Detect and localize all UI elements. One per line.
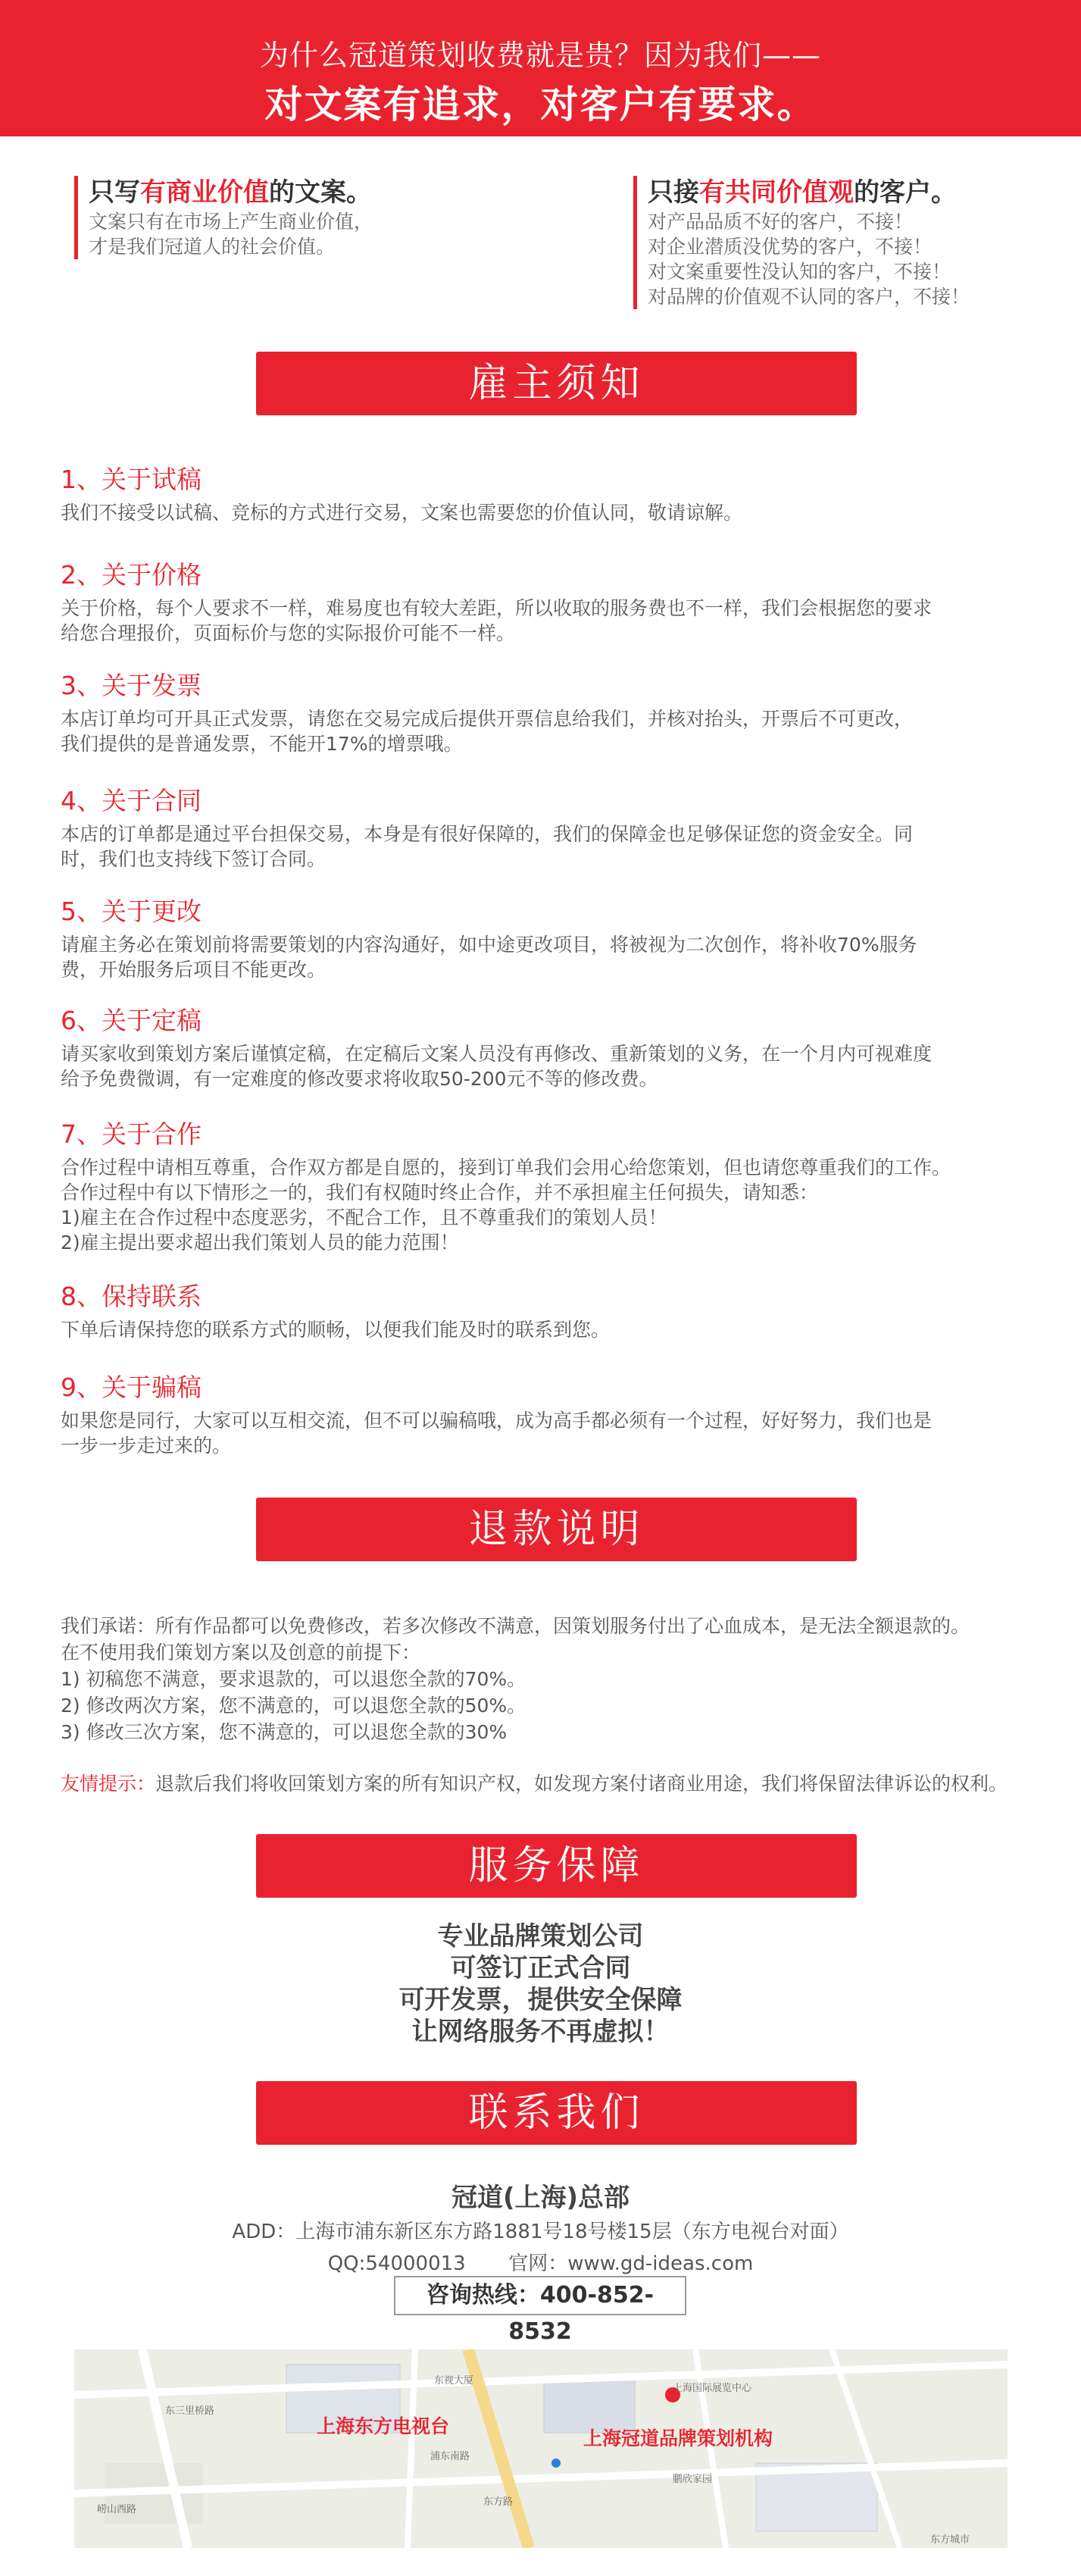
notice-item-title: 3、关于发票	[61, 671, 202, 700]
intro-left-line: 文案只有在市场上产生商业价值，	[89, 211, 373, 233]
map-small-label: 浦东南路	[430, 2451, 470, 2462]
refund-tip-label: 友情提示：	[61, 1773, 156, 1795]
intro-right-line: 对产品品质不好的客户，不接！	[648, 211, 914, 233]
intro-right-line: 对文案重要性没认知的客户，不接！	[648, 261, 951, 283]
map-label-agency: 上海冠道品牌策划机构	[583, 2427, 773, 2449]
service-list	[0, 1920, 1081, 2048]
top-header-banner	[0, 0, 1081, 136]
intro-left-line: 才是我们冠道人的社会价值。	[89, 236, 336, 258]
location-map[interactable]	[74, 2349, 1008, 2548]
notice-item	[61, 1281, 1030, 1342]
refund-tip	[61, 1770, 1038, 1797]
map-small-label: 鹏欣家园	[673, 2474, 713, 2485]
service-line: 让网络服务不再虚拟！	[411, 2017, 670, 2047]
notice-item-title: 8、保持联系	[61, 1282, 202, 1311]
section-banner-service: 服务保障	[256, 1834, 857, 1898]
intro-right-line: 对企业潜质没优势的客户，不接！	[648, 236, 933, 258]
notice-item-text: 本店的订单都是通过平台担保交易，本身是有很好保障的，我们的保障金也足够保证您的资金安全。同 时，我们也支持线下签订合同。	[61, 823, 914, 870]
section-banner-refund: 退款说明	[256, 1498, 857, 1561]
notice-item-text: 我们不接受以试稿、竞标的方式进行交易，文案也需要您的价值认同，敬请谅解。	[61, 502, 743, 524]
intro-left	[74, 176, 373, 259]
map-small-label: 东方城市	[930, 2534, 970, 2546]
service-line: 专业品牌策划公司	[437, 1921, 644, 1952]
intro-right-line: 对品牌的价值观不认同的客户，不接！	[648, 286, 970, 308]
refund-line: 我们承诺：所有作品都可以免费修改，若多次修改不满意，因策划服务付出了心血成本，是无法全额退款的。	[61, 1615, 970, 1637]
section-banner-notice: 雇主须知	[256, 352, 857, 415]
notice-item-text: 下单后请保持您的联系方式的顺畅，以便我们能及时的联系到您。	[61, 1319, 611, 1341]
notice-item-text: 请买家收到策划方案后谨慎定稿，在定稿后文案人员没有再修改、重新策划的义务，在一个月内可视难度 给予免费微调，有一定难度的修改要求将收取50-200元不等的修改费。	[61, 1043, 933, 1090]
notice-item-title: 4、关于合同	[61, 786, 202, 815]
refund-tip-text: 退款后我们将收回策划方案的所有知识产权，如发现方案付诸商业用途，我们将保留法律诉讼的权利。	[155, 1773, 1008, 1795]
notice-item	[61, 785, 1030, 872]
notice-item-text: 合作过程中请相互尊重，合作双方都是自愿的，接到订单我们会用心给您策划，但也请您尊重我们的工作。 合作过程中有以下情形之一的，我们有权随时终止合作，并不承担雇主任何损失，请知悉： 1)雇主在合作过程中态度恶劣，不配合工作，且不尊重我们的策划人员！ 2)雇主提出要求超出我们策划人员的能力范围！	[61, 1157, 951, 1254]
service-line: 可签订正式合同	[450, 1953, 631, 1983]
notice-item	[61, 559, 1030, 646]
map-small-label: 上海国际展览中心	[673, 2383, 752, 2394]
header-title: 对文案有追求，对客户有要求。	[264, 83, 817, 127]
intro-right	[633, 176, 970, 309]
notice-item-title: 9、关于骗稿	[61, 1373, 202, 1402]
refund-line: 在不使用我们策划方案以及创意的前提下：	[61, 1642, 421, 1664]
contact-qq-site	[0, 2248, 1081, 2276]
refund-lines	[61, 1613, 1045, 1745]
contact-qq: QQ:54000013	[327, 2252, 466, 2275]
section-banner-contact: 联系我们	[256, 2081, 857, 2145]
refund-line: 1) 初稿您不满意，要求退款的，可以退您全款的70%。	[61, 1668, 526, 1690]
map-small-label: 东视大厦	[434, 2375, 474, 2387]
notice-item-title: 6、关于定稿	[61, 1006, 202, 1035]
notice-item	[61, 464, 1030, 525]
notice-item	[61, 1372, 1030, 1458]
notice-item	[61, 670, 1030, 756]
notice-item-text: 本店订单均可开具正式发票，请您在交易完成后提供开票信息给我们，并核对抬头，开票后不可更改， 我们提供的是普通发票，不能开17%的增票哦。	[61, 708, 914, 755]
map-small-label: 东三里桥路	[165, 2405, 215, 2417]
contact-address: ADD：上海市浦东新区东方路1881号18号楼15层（东方电视台对面）	[232, 2221, 849, 2243]
intro-right-title: 只接有共同价值观的客户。	[648, 177, 957, 208]
service-line: 可开发票，提供安全保障	[398, 1985, 683, 2015]
notice-item-text: 如果您是同行，大家可以互相交流，但不可以骗稿哦，成为高手都必须有一个过程，好好努力，我们也是 一步一步走过来的。	[61, 1410, 933, 1457]
notice-item-title: 2、关于价格	[61, 560, 202, 590]
notice-item-title: 1、关于试稿	[61, 465, 202, 494]
notice-item	[61, 896, 1030, 982]
refund-line: 2) 修改两次方案，您不满意的，可以退您全款的50%。	[61, 1695, 526, 1717]
notice-item-title: 7、关于合作	[61, 1119, 202, 1149]
notice-item	[61, 1005, 1030, 1091]
intro-left-title: 只写有商业价值的文案。	[89, 177, 372, 208]
map-small-label: 东方路	[483, 2496, 514, 2508]
notice-item-text: 关于价格，每个人要求不一样，难易度也有较大差距，所以收取的服务费也不一样，我们会根据您的要求 给您合理报价，页面标价与您的实际报价可能不一样。	[61, 597, 933, 644]
header-subtitle: 为什么冠道策划收费就是贵？因为我们——	[259, 39, 821, 72]
map-label-tv: 上海东方电视台	[317, 2415, 450, 2437]
refund-line: 3) 修改三次方案，您不满意的，可以退您全款的30%	[61, 1721, 508, 1743]
map-small-label: 崂山西路	[97, 2504, 137, 2515]
notice-item	[61, 1119, 1030, 1255]
notice-item-text: 请雇主务必在策划前将需要策划的内容沟通好，如中途更改项目，将被视为二次创作，将补收70%服务 费，开始服务后项目不能更改。	[61, 934, 917, 981]
notice-item-title: 5、关于更改	[61, 897, 202, 926]
map-background	[74, 2349, 1008, 2548]
contact-website[interactable]: 官网：www.gd-ideas.com	[508, 2252, 754, 2275]
contact-hq: 冠道(上海)总部	[451, 2183, 630, 2213]
hotline-box: 咨询热线：400-852-8532	[394, 2276, 686, 2315]
